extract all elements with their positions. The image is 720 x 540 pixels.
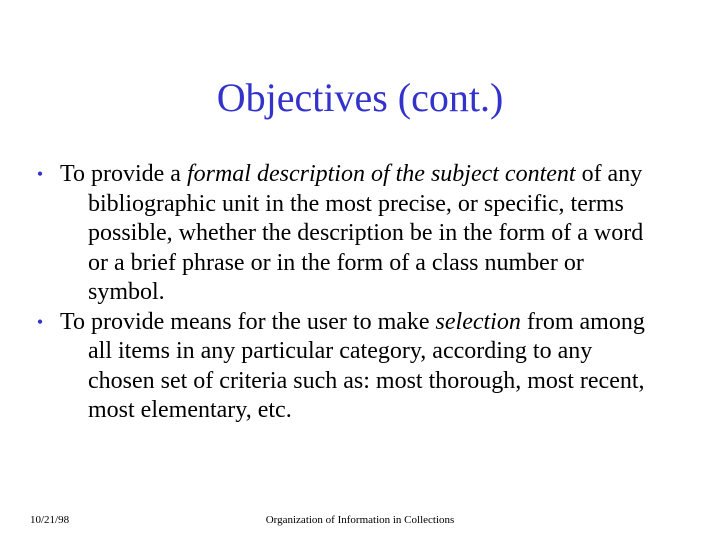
bullet-text-part: To provide a [60, 161, 187, 187]
bullet-icon: • [36, 164, 44, 184]
footer-title: Organization of Information in Collections [265, 514, 455, 526]
bullet-text [60, 160, 662, 308]
bullet-text-emphasis: formal description of the subject content [186, 161, 576, 187]
slide-title: Objectives (cont.) [216, 75, 504, 120]
footer-date: 10/21/98 [30, 514, 70, 526]
bullet-item-formal-description [30, 160, 690, 308]
bullet-text-emphasis: selection [435, 308, 521, 335]
bullet-icon: • [36, 311, 44, 332]
bullet-text-part: To provide means for the user to make [60, 308, 436, 335]
bullet-text [60, 308, 662, 426]
bullet-text-part: from among all items in any particular category, according to any chosen set of criteria such as: most thorough, most recent, most elementary, etc. [88, 308, 645, 423]
bullet-item-selection [30, 308, 690, 426]
bullet-list [30, 160, 690, 426]
bullet-text-part: of any bibliographic unit in the most precise, or specific, terms possible, whether the description be in the form of a word or a brief phrase or in the form of a class number or symbol. [88, 161, 644, 305]
